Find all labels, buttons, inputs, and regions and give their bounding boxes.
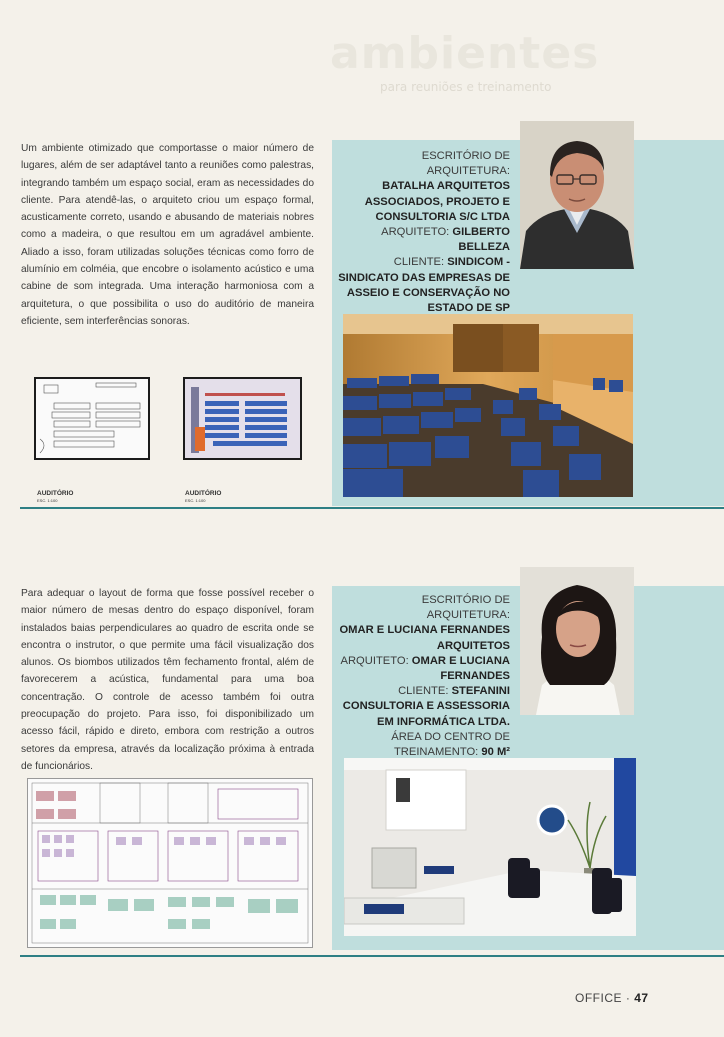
- page-number: 47: [634, 991, 649, 1005]
- section-divider-top: [20, 507, 724, 509]
- architect-label: ARQUITETO:: [381, 226, 450, 239]
- auditorium-floor-plan-b: [183, 377, 302, 460]
- architect-portrait-photo-2: [520, 567, 634, 715]
- page-footer: [575, 991, 649, 1005]
- training-center-floor-plan: [27, 778, 313, 948]
- architect-label-2: ARQUITETO:: [340, 654, 409, 667]
- section2-paragraph: Para adequar o layout de forma que fosse possível receber o maior número de mesas dentro do espaço disponível, foram instalados baias perpendiculares ao quadro de escrita onde se encontra o instrutor, o que permite uma fácil visualização dos alunos. Os biombos utilizados têm fechamento frontal, além de favorecerem a acústica, fundamental para uma boa concentração. O controle de acesso também foi outra preocupação do projeto. Para isso, foi disponibilizado um acesso fácil, rápido e direto, embora com restrição a outros setores da empresa, através da localização próxima à entrada de funcionários.: [21, 588, 314, 772]
- architect-portrait-photo: [520, 121, 634, 269]
- plan-a-caption: [37, 490, 73, 504]
- faded-section-subtitle: para reuniões e treinamento: [380, 80, 552, 94]
- plan-b-caption: [185, 490, 221, 504]
- section2-credits: [338, 593, 510, 760]
- section1-credits: [338, 149, 510, 331]
- section1-paragraph: Um ambiente otimizado que comportasse o maior número de lugares, além de ser adaptável tanto a reuniões como palestras, integrando também um espaço social, eram as necessidades do cliente. Para atendê-las, o arquiteto criou um espaço formal, acusticamente correto, usando e abusando de materiais nobres como a madeira, o que resultou em um agradável ambiente. Aliado a isso, foram utilizadas soluções técnicas como forro de alumínio em colméia, que encobre o isolamento acústico e uma cabine de som integrada. Uma interação harmoniosa com a arquitetura, o que possibilita o uso do auditório de maneira eficiente, sem interferências sonoras.: [21, 143, 314, 327]
- plan-b-title: AUDITÓRIO: [185, 490, 222, 497]
- client-name: SINDICOM - SINDICATO DAS EMPRESAS DE ASSEIO E CONSERVAÇÃO NO ESTADO DE SP: [338, 256, 510, 315]
- auditorium-floor-plan-a: [34, 377, 150, 460]
- office-name-2: OMAR E LUCIANA FERNANDES ARQUITETOS: [339, 624, 510, 652]
- magazine-name: OFFICE: [575, 991, 622, 1005]
- area-label-2: ÁREA DO CENTRO DE TREINAMENTO:: [391, 730, 510, 759]
- office-label-2: ESCRITÓRIO DE ARQUITETURA:: [421, 594, 510, 622]
- plan-a-scale: ESC. 1:100: [37, 498, 58, 503]
- faded-section-title: ambientes: [330, 28, 600, 79]
- architect-name-2: OMAR E LUCIANA FERNANDES: [411, 654, 510, 683]
- office-name: BATALHA ARQUITETOS ASSOCIADOS, PROJETO E CONSULTORIA S/C LTDA: [364, 180, 510, 223]
- footer-separator: ·: [625, 991, 631, 1005]
- training-room-photo: [344, 758, 636, 936]
- client-label-2: CLIENTE:: [398, 685, 449, 698]
- area-value-2: 90 M²: [481, 746, 510, 759]
- plan-b-scale: ESC. 1:100: [185, 498, 206, 503]
- plan-a-title: AUDITÓRIO: [37, 490, 74, 497]
- client-label: CLIENTE:: [393, 256, 445, 269]
- architect-name: GILBERTO BELLEZA: [452, 226, 510, 254]
- client-name-2: STEFANINI CONSULTORIA E ASSESSORIA EM INFORMÁTICA LTDA.: [342, 685, 510, 728]
- auditorium-photo: [343, 314, 633, 497]
- section-divider-bottom: [20, 955, 724, 957]
- office-label: ESCRITÓRIO DE ARQUITETURA:: [421, 150, 510, 178]
